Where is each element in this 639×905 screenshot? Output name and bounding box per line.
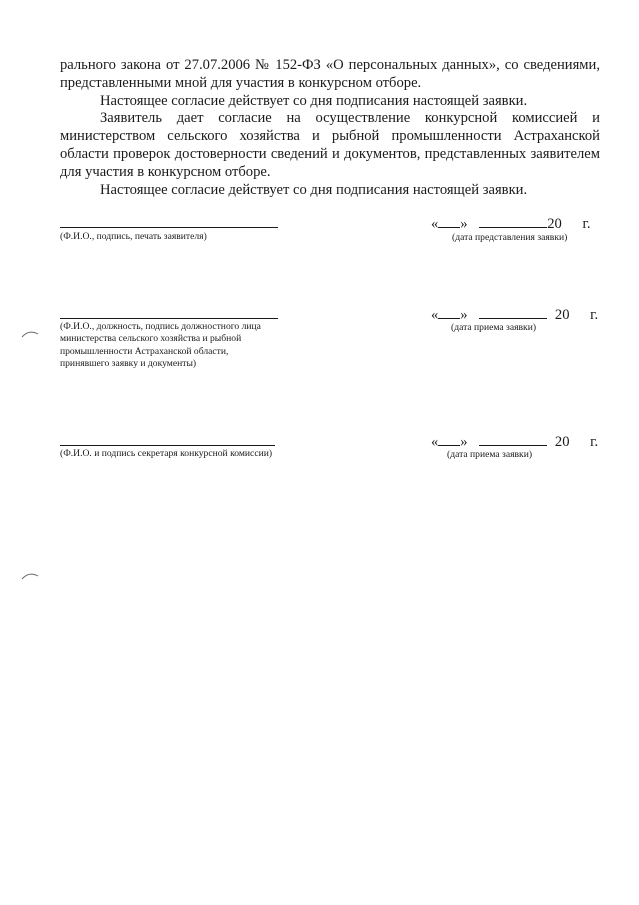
date-day-blank [438,432,460,446]
punch-hole-mark-icon [20,570,40,582]
secretary-signature-caption: (Ф.И.О. и подпись секретаря конкурсной комиссии) [60,448,273,459]
acceptance-date-caption: (дата приема заявки) [451,322,537,333]
date-day-blank [438,305,460,319]
secretary-signature-line [60,445,275,446]
date-year-suffix: г. [590,307,599,323]
paragraph-law-reference: рального закона от 27.07.2006 № 152-ФЗ «О персональных данных», со сведениями, представленными мной для участия в конкурсном отборе. [60,57,600,91]
submission-date-field [431,214,591,233]
date-year-prefix: 20 [547,216,562,232]
official-signature-caption: (Ф.И.О., должность, подпись должностного лица министерства сельского хозяйства и рыбной промышленности Астраханской области, принявшего заявку и документы) [60,321,261,370]
date-day-blank [438,214,460,228]
date-month-blank [479,214,547,228]
secretary-date-caption: (дата приема заявки) [447,449,533,460]
date-close-quote: » [460,434,468,450]
date-open-quote: « [431,434,439,450]
applicant-signature-line [60,227,278,228]
date-open-quote: « [431,216,439,232]
paragraph-verification-consent: Заявитель дает согласие на осуществление конкурсной комиссией и министерством сельского хозяйства и рыбной промышленности Астраханской области проверок достоверности сведений и документов, представленных заявителем для участия в конкурсном отборе. [60,110,600,180]
date-open-quote: « [431,307,439,323]
submission-date-caption: (дата представления заявки) [452,232,568,243]
consent-text [60,57,600,199]
date-year-prefix: 20 [554,434,570,450]
date-month-blank [479,305,547,319]
official-signature-line [60,318,278,319]
date-year-suffix: г. [590,434,599,450]
date-year-prefix: 20 [554,307,570,323]
date-close-quote: » [460,307,468,323]
date-year-suffix: г. [582,216,591,232]
applicant-signature-caption: (Ф.И.О., подпись, печать заявителя) [60,231,207,242]
paragraph-consent-validity-repeat: Настоящее согласие действует со дня подписания настоящей заявки. [100,181,528,198]
paragraph-consent-validity: Настоящее согласие действует со дня подписания настоящей заявки. [100,92,528,109]
date-close-quote: » [460,216,468,232]
punch-hole-mark-icon [20,328,40,340]
date-month-blank [479,432,547,446]
